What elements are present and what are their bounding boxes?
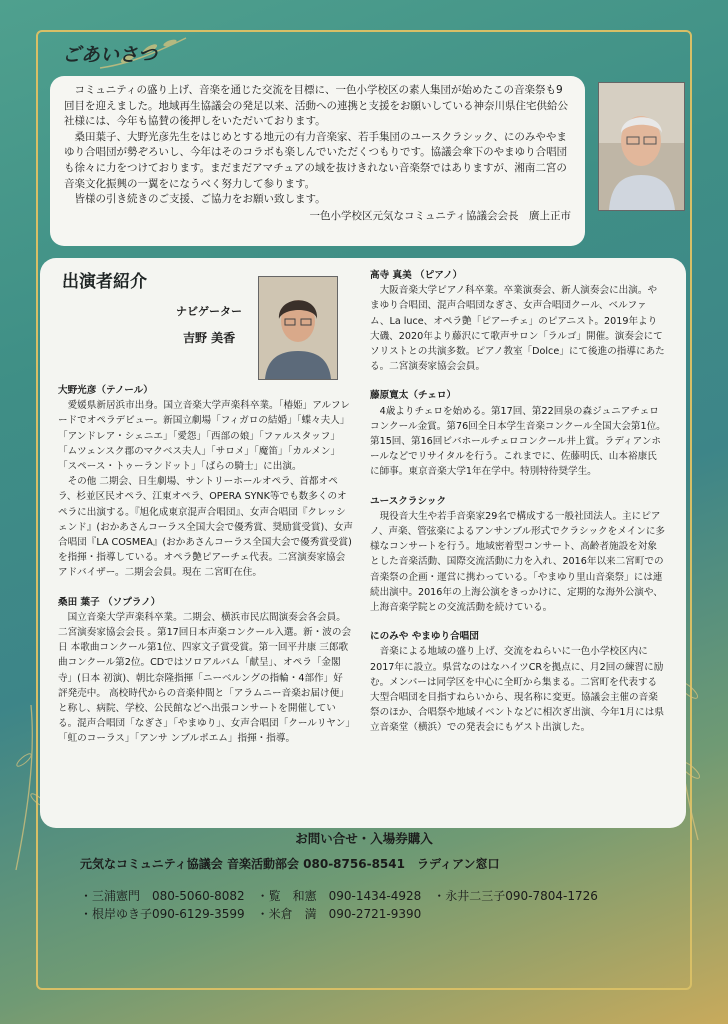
navigator-name: 吉野 美香 [183, 331, 236, 345]
performer-bio: 現役音大生や若手音楽家29名で構成する一般社団法人。主にピアノ、声楽、管弦楽によるアンサンブル形式でクラシックをメインに多様なコンサートを行う。地域密着型コンサート、高齢者施設を対象とした音楽活動、国際交流活動に力を入れ、2016年以来二宮町での音楽祭の企画・運営に携わっている。「やまゆり里山音楽祭」には連続出演中。2016年の上海公演をきっかけに、定期的な海外公演や、上海音楽学院との交流活動を続けている。 [370, 510, 666, 614]
contact-main-line: 元気なコミュニティ協議会 音楽活動部会 080-8756-8541 ラディアン窓口 [80, 857, 500, 871]
performer-name: 藤原寛太（チェロ） [370, 390, 457, 402]
greeting-paragraph: コミュニティの盛り上げ、音楽を通じた交流を目標に、一色小学校区の素人集団が始めたこの音楽祭も9回目を迎えました。地域再生協議会の発足以来、活動への連携と支援をお願いしている神奈川県住宅供給公社様には、今年も協賛の後押しをいただいております。 [64, 84, 568, 128]
performer-bio: 大阪音楽大学ピアノ科卒業。卒業演奏会、新人演奏会に出演。やまゆり合唱団、混声合唱団なぎさ、女声合唱団クール、ベルファム、La luce、オペラ艶「ピアーチェ」のピアニスト。2019年より大磯、2020年より藤沢にて歌声サロン「ラルゴ」開催。演奏会にてソリストとの共演多数。ピアノ教室「Dolce」にて後進の指導にあたる。二宮演奏家協会会員。 [370, 285, 665, 373]
contact-list-row: ・三浦憲門 080-5060-8082 ・覧 和憲 090-1434-4928 ・永井二三子090-7804-1726 [80, 889, 598, 903]
performer-name: 高寺 真美 （ピアノ） [370, 270, 463, 281]
greeting-box [50, 76, 585, 246]
chairman-photo [598, 82, 685, 211]
performer-name: ユースクラシック [370, 495, 447, 507]
performers-right-column [370, 268, 666, 736]
performer-name: にのみや やまゆり合唱団 [370, 631, 479, 643]
greeting-signature: 一色小学校区元気なコミュニティ協議会会長 廣上正市 [309, 209, 571, 222]
greeting-paragraph: 桑田葉子、大野光彦先生をはじめとする地元の有力音楽家、若手集団のユースクラシック、にのみややまゆり合唱団が勢ぞろいし、今年はそのコラボも楽しんでいただくつもりです。協議会傘下のやまゆり合唱団も徐々に力をつけております。まだまだアマチュアの域を抜けきれない音楽祭ではありますが、湘南二宮の音楽文化振興の一翼をになうべく努力して参ります。 [64, 130, 568, 190]
contact-list-row: ・根岸ゆき子090-6129-3599 ・米倉 満 090-2721-9390 [80, 907, 422, 921]
performer-bio: 愛媛県新居浜市出身。国立音楽大学声楽科卒業。「椿姫」アルフレードでオペラデビュー。新国立劇場「フィガロの結婚」「蝶々夫人」「アンドレア・シェニエ」「愛怨」「西部の娘」「ファルスタッフ」「ムツェンスク郡のマクベス夫人」「サロメ」「魔笛」「カルメン」「スペース・トゥーランドット」「ばらの騎士」に出演。 [58, 400, 350, 473]
performer-bio: 4歳よりチェロを始める。第17回、第22回泉の森ジュニアチェロコンクール金賞。第76回全日本学生音楽コンクール全国大会第1位。第15回、第16回ビバホールチェロコンクール井上賞。ラディアンホールなどでリサイタルを行う。これまでに、佐藤明氏、山本裕康氏に師事。東京音楽大学1年在学中。特別特待奨学生。 [370, 405, 666, 478]
performers-left-column [58, 383, 354, 747]
performer-name: 大野光彦（テノール） [58, 385, 153, 396]
navigator-photo [258, 276, 338, 380]
greeting-title: ごあいさつ [62, 44, 158, 66]
performers-title: 出演者紹介 [62, 272, 147, 292]
greeting-paragraph: 皆様の引き続きのご支援、ご協力をお願い致します。 [74, 193, 326, 206]
performer-name: 桑田 葉子 （ソプラノ） [58, 596, 161, 608]
performer-bio: 国立音楽大学声楽科卒業。二期会、横浜市民広間演奏会各会員。二宮演奏家協会会長 。第17回日本声楽コンクール入選。新・波の会日 本歌曲コンクール第1位、四家文子賞受賞。第一回平井康 三郎歌曲コンクール第2位。CDではソロアルバム「献呈」、オペラ「金閣寺」(日本 初演)、朝比奈隆指揮「ニーベルングの指輪・4部作」好 評発売中。 高校時代からの音楽仲間と「アラムニー音楽お届け便」と称し、病院、学校、公民館などへ出張コンサートを開催している。混声合唱団「なぎさ」「やまゆり」、女声合唱団「クールリヤン」「虹のコーラス」「アンサ ンブルポエム」指揮・指導。 [58, 611, 352, 745]
navigator-label: ナビゲーター [176, 305, 242, 318]
performer-bio: 音楽による地域の盛り上げ、交流をねらいに一色小学校区内に2017年に設立。県営なのはなハイツCRを拠点に、月2回の練習に励む。メンバーは同学区を中心に全町から集まる。二宮町を代表する大型合唱団を目指すねらいから、現名称に変更。協議会主催の音楽祭のほか、合唱祭や地域イベントなどに相次ぎ出演、今年1月には県立音楽堂（横浜）での発表会にもゲスト出演した。 [370, 646, 664, 734]
contact-title: お問い合せ・入場券購入 [295, 831, 433, 846]
performer-bio: その他 二期会、日生劇場、サントリーホールオペラ、首都オペラ、杉並区民オペラ、江東オペラ、OPERA SYNK等でも数多くのオペラに出演する。『旭化成東京混声合唱団』、女声合唱団『クレッシェンド』(おかあさんコーラス全国大会で優秀賞、奨励賞受賞)、女声合唱団『LA COSMEA』(おかあさんコーラス全国大会で優秀賞受賞)を指揮・指導している。オペラ艶ピアーチェ代表。二宮演奏家協会アドバイザー。二期会会員。現在 二宮町在住。 [58, 476, 354, 579]
